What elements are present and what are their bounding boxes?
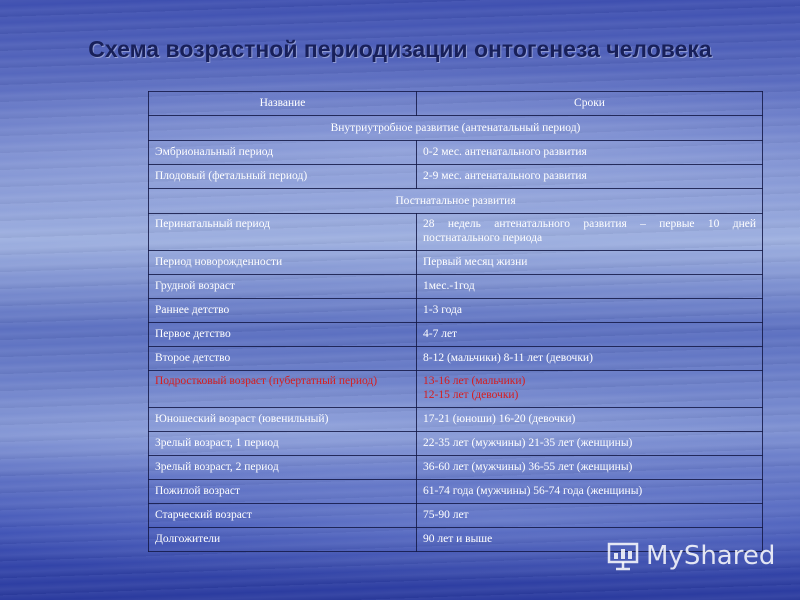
header-terms: Сроки xyxy=(417,92,763,116)
period-name: Период новорожденности xyxy=(149,251,417,275)
period-name: Подростковый возраст (пубертатный период) xyxy=(149,371,417,408)
section-row xyxy=(149,189,763,214)
periodization-table xyxy=(148,91,763,552)
period-term: 75-90 лет xyxy=(417,504,763,528)
period-term: 8-12 (мальчики) 8-11 лет (девочки) xyxy=(417,347,763,371)
table-row-highlighted xyxy=(149,371,763,408)
period-name: Пожилой возраст xyxy=(149,480,417,504)
period-name: Юношеский возраст (ювенильный) xyxy=(149,408,417,432)
section-prenatal: Внутриутробное развитие (антенатальный период) xyxy=(149,116,763,141)
section-postnatal: Постнатальное развития xyxy=(149,189,763,214)
period-term: 90 лет и выше xyxy=(417,528,763,552)
watermark-text: MyShared xyxy=(646,541,776,571)
header-name: Название xyxy=(149,92,417,116)
period-name: Перинатальный период xyxy=(149,214,417,251)
period-term: 28 недель антенатального развития – первые 10 дней постнатального периода xyxy=(417,214,763,251)
table-row xyxy=(149,165,763,189)
watermark xyxy=(606,536,775,576)
section-row xyxy=(149,116,763,141)
period-term: 61-74 года (мужчины) 56-74 года (женщины) xyxy=(417,480,763,504)
period-name: Грудной возраст xyxy=(149,275,417,299)
period-name: Второе детство xyxy=(149,347,417,371)
period-term: 4-7 лет xyxy=(417,323,763,347)
header-row xyxy=(149,92,763,116)
table-row xyxy=(149,299,763,323)
period-term-girls: 12-15 лет (девочки) xyxy=(423,389,519,402)
period-name: Зрелый возраст, 1 период xyxy=(149,432,417,456)
period-name: Долгожители xyxy=(149,528,417,552)
period-term: 22-35 лет (мужчины) 21-35 лет (женщины) xyxy=(417,432,763,456)
period-term: 36-60 лет (мужчины) 36-55 лет (женщины) xyxy=(417,456,763,480)
period-term-boys: 13-16 лет (мальчики) xyxy=(423,375,526,387)
period-term: 0-2 мес. антенатального развития xyxy=(417,141,763,165)
page-title: Схема возрастной периодизации онтогенеза человека xyxy=(88,36,712,62)
period-term: 1мес.-1год xyxy=(417,275,763,299)
table-row xyxy=(149,275,763,299)
period-name: Зрелый возраст, 2 период xyxy=(149,456,417,480)
table-row xyxy=(149,432,763,456)
period-name: Плодовый (фетальный период) xyxy=(149,165,417,189)
period-term: Первый месяц жизни xyxy=(417,251,763,275)
period-term xyxy=(417,371,763,408)
table-row xyxy=(149,504,763,528)
period-term: 1-3 года xyxy=(417,299,763,323)
period-name: Старческий возраст xyxy=(149,504,417,528)
table-row xyxy=(149,214,763,251)
table-row xyxy=(149,347,763,371)
period-term: 17-21 (юноши) 16-20 (девочки) xyxy=(417,408,763,432)
period-name: Раннее детство xyxy=(149,299,417,323)
table-row xyxy=(149,456,763,480)
table-row xyxy=(149,251,763,275)
period-name: Первое детство xyxy=(149,323,417,347)
table-row xyxy=(149,408,763,432)
presentation-icon xyxy=(606,539,640,573)
table-row xyxy=(149,323,763,347)
table-row xyxy=(149,480,763,504)
period-name: Эмбриональный период xyxy=(149,141,417,165)
period-term: 2-9 мес. антенатального развития xyxy=(417,165,763,189)
table-row xyxy=(149,141,763,165)
